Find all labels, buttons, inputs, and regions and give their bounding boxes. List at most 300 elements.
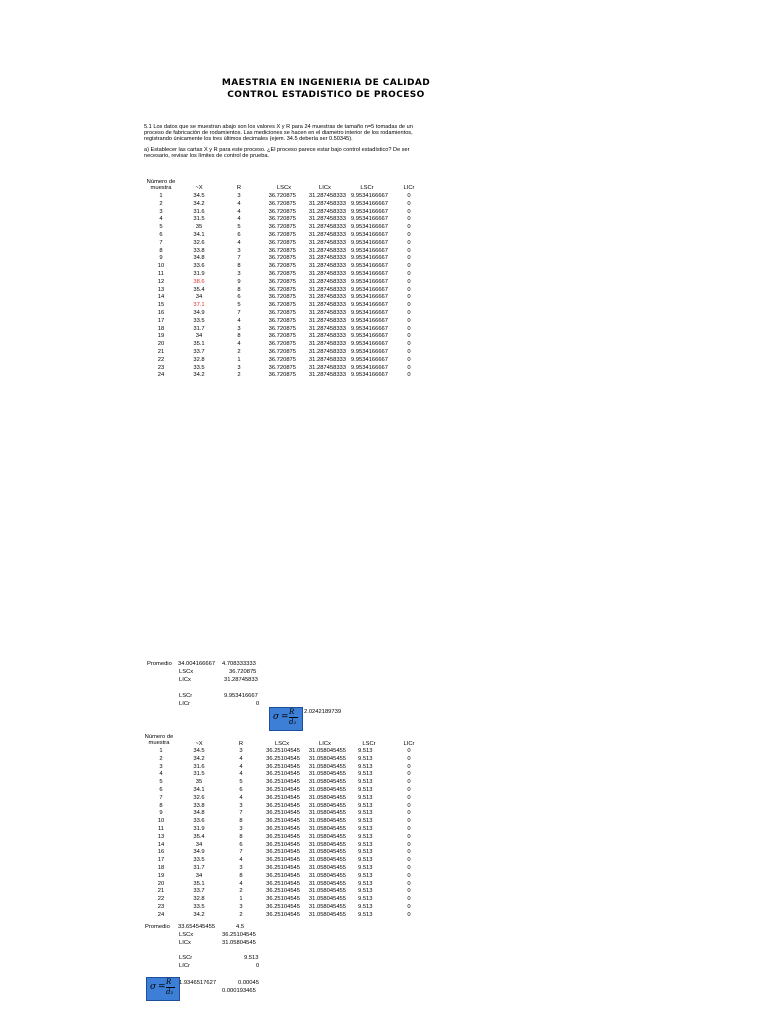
table-row <box>144 802 434 810</box>
cell-r: 4 <box>237 341 241 348</box>
header-muestra: Número de muestra <box>146 179 176 192</box>
cell-x: 33.6 <box>193 263 205 270</box>
cell-r: 6 <box>237 294 241 301</box>
cell-licx: 31.287458333 <box>308 239 346 246</box>
lscr-value-1: 9.953416667 <box>224 693 258 699</box>
formula-denominator: d₂ <box>166 988 174 996</box>
header-lscx: LSCx <box>276 185 292 191</box>
cell-lscx: 36.720875 <box>268 364 296 371</box>
cell-x: 35.1 <box>193 341 205 348</box>
licx-value-2: 31.05804545 <box>222 940 256 946</box>
cell-licr: 0 <box>407 302 411 309</box>
cell-n: 4 <box>159 771 163 778</box>
cell-n: 22 <box>157 356 165 363</box>
cell-lscx: 36.25104545 <box>266 810 300 817</box>
table-row <box>144 286 434 294</box>
cell-x: 34.1 <box>193 232 205 238</box>
cell-lscx: 36.720875 <box>268 271 296 277</box>
cell-x: 34.8 <box>193 810 205 817</box>
table-row <box>144 895 434 903</box>
promedio-r-2: 4.5 <box>236 924 245 930</box>
cell-licr: 0 <box>407 818 411 825</box>
cell-licr: 0 <box>407 833 411 840</box>
cell-lscx: 36.720875 <box>268 341 296 348</box>
cell-x: 34.9 <box>193 310 205 316</box>
cell-n: 11 <box>157 826 165 832</box>
header-x: ~X <box>195 185 203 191</box>
table-row <box>144 309 434 317</box>
table-row <box>144 809 434 817</box>
cell-x: 35.4 <box>193 833 205 840</box>
cell-lscr: 9.513 <box>358 880 373 887</box>
cell-r: 5 <box>239 779 243 786</box>
cell-licr: 0 <box>407 849 411 856</box>
cell-licr: 0 <box>407 278 411 285</box>
cell-x: 31.6 <box>193 763 205 770</box>
cell-licr: 0 <box>407 857 411 864</box>
cell-licr: 0 <box>407 325 411 332</box>
cell-licr: 0 <box>407 802 411 809</box>
table-row <box>144 254 434 262</box>
cell-lscr: 9.513 <box>358 865 373 871</box>
cell-licx: 31.058045455 <box>308 802 346 809</box>
document-title: MAESTRIA EN INGENIERIA DE CALIDAD <box>221 78 431 88</box>
cell-licr: 0 <box>407 216 411 223</box>
cell-n: 9 <box>159 810 163 817</box>
table-row <box>144 325 434 333</box>
cell-x: 33.8 <box>193 802 205 809</box>
licr-label-1: LICr <box>179 701 190 707</box>
promedio-label-1: Promedio <box>147 661 172 667</box>
cell-licr: 0 <box>407 810 411 817</box>
cell-licr: 0 <box>407 896 411 903</box>
cell-lscr: 9.9534166667 <box>350 302 388 309</box>
cell-n: 14 <box>157 294 165 301</box>
cell-licx: 31.058045455 <box>308 857 346 864</box>
cell-lscr: 9.9534166667 <box>350 247 388 254</box>
cell-n: 6 <box>159 232 163 238</box>
cell-licx: 31.287458333 <box>308 263 346 270</box>
cell-licx: 31.287458333 <box>308 193 346 199</box>
table-row <box>144 231 434 239</box>
cell-lscr: 9.513 <box>358 779 373 786</box>
equals-symbol: = <box>281 712 289 722</box>
cell-lscr: 9.9534166667 <box>350 278 388 285</box>
cell-r: 7 <box>237 310 241 316</box>
cell-n: 19 <box>157 872 165 879</box>
cell-licx: 31.287458333 <box>308 349 346 355</box>
cell-lscx: 36.25104545 <box>266 794 300 801</box>
cell-n: 23 <box>157 904 165 910</box>
extra-value-1: 0.00045 <box>238 980 259 986</box>
cell-licr: 0 <box>407 372 411 379</box>
promedio-label-2: Promedio <box>145 924 170 930</box>
cell-lscx: 36.720875 <box>268 216 296 223</box>
cell-n: 5 <box>159 779 163 786</box>
cell-licr: 0 <box>407 193 411 199</box>
table-row <box>144 192 434 200</box>
cell-licr: 0 <box>407 333 411 340</box>
cell-n: 22 <box>157 896 165 903</box>
sigma-value-2: 1.9346517627 <box>179 980 217 986</box>
cell-licx: 31.287458333 <box>308 271 346 277</box>
document-subtitle: CONTROL ESTADISTICO DE PROCESO <box>227 90 425 100</box>
cell-x: 33.5 <box>193 904 205 910</box>
table-row <box>144 371 434 379</box>
cell-licx: 31.058045455 <box>308 904 346 910</box>
cell-x: 31.7 <box>193 865 205 871</box>
cell-n: 6 <box>159 787 163 793</box>
cell-licx: 31.287458333 <box>308 302 346 309</box>
cell-licr: 0 <box>407 310 411 316</box>
cell-lscr: 9.513 <box>358 904 373 910</box>
licr-value-1: 0 <box>256 701 260 707</box>
cell-x: 35.1 <box>193 880 205 887</box>
cell-x: 35 <box>195 779 203 786</box>
cell-r: 5 <box>237 302 241 309</box>
cell-licr: 0 <box>407 208 411 215</box>
cell-r: 3 <box>237 247 241 254</box>
cell-r: 9 <box>237 278 241 285</box>
cell-licx: 31.058045455 <box>308 849 346 856</box>
cell-lscx: 36.720875 <box>268 232 296 238</box>
cell-licr: 0 <box>407 748 411 754</box>
cell-n: 7 <box>159 794 163 801</box>
header-lscr: LSCr <box>362 741 376 747</box>
cell-lscr: 9.513 <box>358 763 373 770</box>
cell-x: 34.5 <box>193 748 205 754</box>
cell-n: 21 <box>157 349 165 355</box>
cell-r: 4 <box>237 239 241 246</box>
equals-symbol: = <box>158 982 166 992</box>
cell-licx: 31.287458333 <box>308 372 346 379</box>
cell-n: 24 <box>157 372 165 379</box>
cell-r: 4 <box>237 200 241 207</box>
extra-value-2: 0.000193465 <box>222 988 256 994</box>
cell-licx: 31.287458333 <box>308 341 346 348</box>
cell-x: 34.2 <box>193 372 205 379</box>
cell-r: 6 <box>237 232 241 238</box>
cell-lscx: 36.25104545 <box>266 872 300 879</box>
cell-r: 2 <box>239 911 243 918</box>
cell-licx: 31.287458333 <box>308 317 346 324</box>
cell-r: 4 <box>237 216 241 223</box>
cell-r: 4 <box>237 208 241 215</box>
cell-licx: 31.287458333 <box>308 208 346 215</box>
cell-x: 33.8 <box>193 247 205 254</box>
cell-licx: 31.058045455 <box>308 826 346 832</box>
table-row <box>144 247 434 255</box>
cell-r: 4 <box>239 794 243 801</box>
cell-x: 31.9 <box>193 826 205 832</box>
cell-lscr: 9.9534166667 <box>350 310 388 316</box>
cell-r: 4 <box>239 763 243 770</box>
cell-lscr: 9.513 <box>358 802 373 809</box>
table-row <box>144 848 434 856</box>
cell-lscx: 36.720875 <box>268 302 296 309</box>
cell-r: 3 <box>237 271 241 277</box>
cell-lscx: 36.25104545 <box>266 763 300 770</box>
table-row <box>144 317 434 325</box>
cell-licx: 31.287458333 <box>308 200 346 207</box>
cell-lscx: 36.25104545 <box>266 755 300 762</box>
promedio-x-1: 34.004166667 <box>178 661 216 667</box>
cell-n: 20 <box>157 341 165 348</box>
table-row <box>144 215 434 223</box>
cell-licr: 0 <box>407 356 411 363</box>
lscx-label-1: LSCx <box>179 669 194 675</box>
cell-r: 8 <box>237 286 241 293</box>
table-row <box>144 770 434 778</box>
cell-lscr: 9.9534166667 <box>350 232 388 238</box>
cell-n: 15 <box>157 302 165 309</box>
lscx-value-1: 36.720875 <box>229 669 257 675</box>
licr-value-2: 0 <box>256 963 260 969</box>
cell-licx: 31.287458333 <box>308 216 346 223</box>
cell-x: 32.8 <box>193 356 205 363</box>
formula-numerator: R <box>289 708 295 716</box>
lscr-label-1: LSCr <box>179 693 193 699</box>
cell-r: 1 <box>239 896 243 903</box>
cell-x: 32.6 <box>193 794 205 801</box>
cell-r: 7 <box>237 255 241 262</box>
cell-x: 34.5 <box>193 193 205 199</box>
cell-licx: 31.287458333 <box>308 310 346 316</box>
cell-n: 13 <box>157 833 165 840</box>
cell-licr: 0 <box>407 364 411 371</box>
header-licx: LICx <box>319 741 331 747</box>
cell-n: 2 <box>159 200 163 207</box>
table-row <box>144 786 434 794</box>
cell-licx: 31.058045455 <box>308 841 346 848</box>
cell-licr: 0 <box>407 224 411 231</box>
cell-licr: 0 <box>407 880 411 887</box>
table-row <box>144 887 434 895</box>
table-row <box>144 262 434 270</box>
cell-lscx: 36.25104545 <box>266 841 300 848</box>
cell-licx: 31.058045455 <box>308 787 346 793</box>
licx-label-1: LICx <box>179 677 191 683</box>
cell-n: 10 <box>157 818 165 825</box>
control-table-initial <box>144 179 434 387</box>
cell-x: 34.2 <box>193 911 205 918</box>
cell-x: 35.4 <box>193 286 205 293</box>
cell-x: 34.1 <box>193 787 205 793</box>
cell-licr: 0 <box>407 317 411 324</box>
cell-r: 6 <box>239 787 243 793</box>
cell-lscx: 36.720875 <box>268 278 296 285</box>
cell-lscr: 9.513 <box>358 911 373 918</box>
sigma-formula-box-2 <box>146 977 180 1001</box>
cell-x: 31.6 <box>193 208 205 215</box>
cell-x: 33.5 <box>193 317 205 324</box>
cell-n: 1 <box>159 748 163 754</box>
cell-licx: 31.058045455 <box>308 896 346 903</box>
table-row <box>144 903 434 911</box>
cell-lscx: 36.720875 <box>268 247 296 254</box>
cell-licr: 0 <box>407 200 411 207</box>
table-row <box>144 348 434 356</box>
cell-licx: 31.287458333 <box>308 278 346 285</box>
cell-x: 34 <box>195 872 203 879</box>
cell-licx: 31.287458333 <box>308 286 346 293</box>
cell-lscr: 9.9534166667 <box>350 200 388 207</box>
cell-licr: 0 <box>407 239 411 246</box>
cell-n: 18 <box>157 865 165 871</box>
cell-lscx: 36.720875 <box>268 224 296 231</box>
table-row <box>144 880 434 888</box>
cell-r: 7 <box>239 849 243 856</box>
cell-licx: 31.058045455 <box>308 833 346 840</box>
cell-n: 4 <box>159 216 163 223</box>
control-table-revised <box>144 734 434 924</box>
cell-lscr: 9.513 <box>358 896 373 903</box>
cell-x: 34 <box>195 841 203 848</box>
cell-x: 34 <box>195 333 203 340</box>
cell-r: 3 <box>237 325 241 332</box>
cell-licr: 0 <box>407 286 411 293</box>
cell-licx: 31.287458333 <box>308 356 346 363</box>
cell-lscr: 9.513 <box>358 833 373 840</box>
cell-licx: 31.058045455 <box>308 755 346 762</box>
lscr-label-2: LSCr <box>179 955 193 961</box>
cell-x: 34 <box>195 294 203 301</box>
cell-licr: 0 <box>407 911 411 918</box>
cell-lscr: 9.513 <box>358 888 373 895</box>
cell-lscr: 9.513 <box>358 872 373 879</box>
cell-licx: 31.058045455 <box>308 865 346 871</box>
promedio-r-1: 4.708333333 <box>222 661 256 667</box>
cell-x: 31.9 <box>193 271 205 277</box>
cell-lscr: 9.9534166667 <box>350 193 388 199</box>
cell-lscr: 9.513 <box>358 794 373 801</box>
cell-lscx: 36.25104545 <box>266 865 300 871</box>
cell-lscr: 9.9534166667 <box>350 325 388 332</box>
cell-lscx: 36.25104545 <box>266 911 300 918</box>
cell-lscr: 9.513 <box>358 818 373 825</box>
cell-lscx: 36.25104545 <box>266 896 300 903</box>
cell-lscx: 36.25104545 <box>266 880 300 887</box>
cell-licr: 0 <box>407 232 411 238</box>
cell-lscx: 36.720875 <box>268 208 296 215</box>
cell-licr: 0 <box>407 247 411 254</box>
formula-denominator: d₂ <box>289 718 297 726</box>
cell-licr: 0 <box>407 865 411 871</box>
header-muestra: Número de muestra <box>144 734 174 747</box>
cell-licr: 0 <box>407 841 411 848</box>
cell-lscx: 36.25104545 <box>266 833 300 840</box>
cell-lscr: 9.9534166667 <box>350 271 388 277</box>
cell-n: 3 <box>159 763 163 770</box>
cell-n: 16 <box>157 310 165 316</box>
cell-lscx: 36.25104545 <box>266 802 300 809</box>
header-r: R <box>238 741 244 747</box>
cell-licr: 0 <box>407 294 411 301</box>
table-row <box>144 340 434 348</box>
cell-lscr: 9.9534166667 <box>350 208 388 215</box>
cell-n: 11 <box>157 271 165 277</box>
cell-lscx: 36.25104545 <box>266 904 300 910</box>
cell-lscx: 36.720875 <box>268 372 296 379</box>
cell-licr: 0 <box>407 888 411 895</box>
table-row <box>144 356 434 364</box>
cell-licx: 31.058045455 <box>308 880 346 887</box>
cell-x: 37.1 <box>193 302 205 309</box>
table-row <box>144 278 434 286</box>
cell-x: 34.9 <box>193 849 205 856</box>
cell-r: 8 <box>237 333 241 340</box>
cell-licx: 31.058045455 <box>308 763 346 770</box>
cell-licr: 0 <box>407 794 411 801</box>
cell-x: 33.7 <box>193 349 205 355</box>
cell-lscr: 9.513 <box>358 787 373 793</box>
cell-lscr: 9.9534166667 <box>350 216 388 223</box>
cell-lscx: 36.720875 <box>268 193 296 199</box>
cell-n: 21 <box>157 888 165 895</box>
cell-lscr: 9.513 <box>358 755 373 762</box>
cell-r: 3 <box>239 904 243 910</box>
cell-licx: 31.058045455 <box>308 818 346 825</box>
cell-x: 32.8 <box>193 896 205 903</box>
cell-licr: 0 <box>407 904 411 910</box>
cell-licx: 31.287458333 <box>308 224 346 231</box>
cell-r: 3 <box>239 865 243 871</box>
cell-n: 17 <box>157 857 165 864</box>
cell-licr: 0 <box>407 763 411 770</box>
table-row <box>144 856 434 864</box>
licr-label-2: LICr <box>179 963 190 969</box>
cell-lscr: 9.513 <box>358 771 373 778</box>
cell-licr: 0 <box>407 341 411 348</box>
cell-n: 17 <box>157 317 165 324</box>
sigma-value-1: 2.0242189739 <box>304 709 342 715</box>
cell-lscr: 9.9534166667 <box>350 224 388 231</box>
cell-n: 23 <box>157 364 165 371</box>
cell-r: 8 <box>239 818 243 825</box>
cell-x: 35 <box>195 224 203 231</box>
header-r: R <box>236 185 242 191</box>
cell-licr: 0 <box>407 271 411 277</box>
header-licr: LICr <box>403 741 415 747</box>
table-row <box>144 332 434 340</box>
cell-lscr: 9.9534166667 <box>350 372 388 379</box>
cell-lscr: 9.9534166667 <box>350 286 388 293</box>
problem-question: a) Establecer las cartas X y R para este proceso. ¿El proceso parece estar bajo control estadístico? De ser necesario, revisar los límites de control de prueba. <box>144 147 410 160</box>
cell-n: 9 <box>159 255 163 262</box>
cell-lscx: 36.720875 <box>268 200 296 207</box>
cell-licx: 31.058045455 <box>308 810 346 817</box>
cell-licx: 31.287458333 <box>308 325 346 332</box>
cell-r: 4 <box>239 857 243 864</box>
cell-licr: 0 <box>407 263 411 270</box>
cell-licx: 31.058045455 <box>308 771 346 778</box>
cell-r: 3 <box>237 364 241 371</box>
header-lscr: LSCr <box>360 185 374 191</box>
cell-n: 2 <box>159 755 163 762</box>
cell-lscr: 9.513 <box>358 810 373 817</box>
cell-r: 8 <box>237 263 241 270</box>
cell-licx: 31.058045455 <box>308 748 346 754</box>
cell-r: 8 <box>239 872 243 879</box>
cell-n: 12 <box>157 278 165 285</box>
table-row <box>144 364 434 372</box>
cell-licx: 31.058045455 <box>308 779 346 786</box>
cell-licx: 31.287458333 <box>308 232 346 238</box>
cell-n: 18 <box>157 325 165 332</box>
cell-n: 14 <box>157 841 165 848</box>
cell-r: 4 <box>239 880 243 887</box>
table-row <box>144 301 434 309</box>
